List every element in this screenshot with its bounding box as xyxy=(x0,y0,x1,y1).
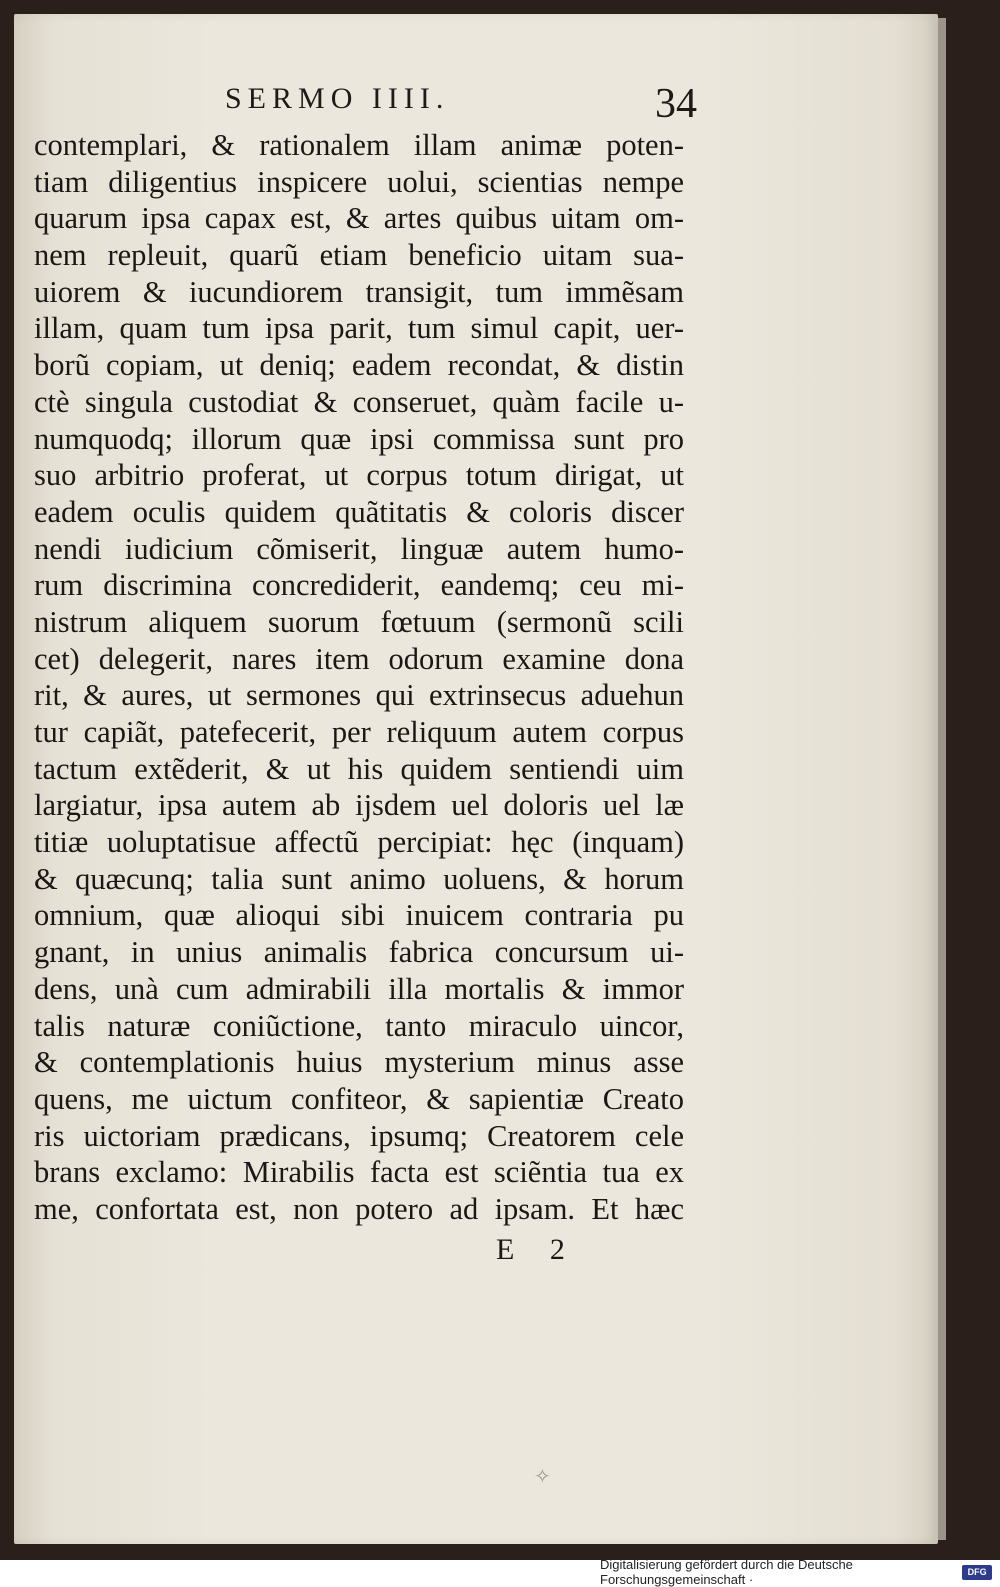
text-line: eadem oculis quidem quãtitatis & coloris discer xyxy=(34,494,684,529)
text-line: ris uictoriam prædicans, ipsumq; Creatorem cele xyxy=(34,1118,684,1153)
signature-mark: E 2 xyxy=(496,1233,579,1266)
text-line: nendi iudicium cõmiserit, linguæ autem humo- xyxy=(34,531,684,566)
page-number: 34 xyxy=(655,81,697,127)
text-line: largiatur, ipsa autem ab ijsdem uel doloris uel læ xyxy=(34,788,684,823)
text-line: nistrum aliquem suorum fœtuum (sermonũ scili xyxy=(34,604,684,639)
running-head: SERMO IIII. xyxy=(225,82,450,115)
text-line: contemplari, & rationalem illam animæ poten- xyxy=(34,128,684,162)
text-line: nem repleuit, quarũ etiam beneficio uitam sua- xyxy=(34,238,684,273)
text-line: tiam diligentius inspicere uolui, scientias nempe xyxy=(34,164,684,199)
text-line: tactum extẽderit, & ut his quidem sentiendi uim xyxy=(34,751,684,786)
text-line: rum discrimina concrediderit, eandemq; ceu mi- xyxy=(34,568,684,603)
text-line: uiorem & iucundiorem transigit, tum immẽsam xyxy=(34,274,684,309)
dfg-logo-icon: DFG xyxy=(962,1565,992,1580)
page-edge xyxy=(938,18,946,1540)
text-line: cet) delegerit, nares item odorum examine dona xyxy=(34,641,684,676)
text-line: numquodq; illorum quæ ipsi commissa sunt pro xyxy=(34,421,684,456)
text-line: dens, unà cum admirabili illa mortalis & immor xyxy=(34,971,684,1006)
text-block xyxy=(34,127,684,1228)
text-line: & contemplationis huius mysterium minus asse xyxy=(34,1045,684,1080)
ink-smudge-icon: ✧ xyxy=(534,1464,551,1488)
text-line: rit, & aures, ut sermones qui extrinsecus aduehun xyxy=(34,678,684,713)
text-line: talis naturæ coniũctione, tanto miraculo uincor, xyxy=(34,1008,684,1043)
text-line: & quæcunq; talia sunt animo uoluens, & horum xyxy=(34,861,684,896)
text-line: illam, quam tum ipsa parit, tum simul capit, uer- xyxy=(34,311,684,346)
text-line: ctè singula custodiat & conseruet, quàm facile u- xyxy=(34,384,684,419)
text-line: gnant, in unius animalis fabrica concursum ui- xyxy=(34,935,684,970)
text-line: me, confortata est, non potero ad ipsam. Et hæc xyxy=(34,1191,684,1226)
digitization-footer xyxy=(600,1557,992,1587)
text-line: titiæ uoluptatisue affectũ percipiat: hęc (inquam) xyxy=(34,825,684,860)
text-line: borũ copiam, ut deniq; eadem recondat, & distin xyxy=(34,348,684,383)
text-line: tur capiãt, patefecerit, per reliquum autem corpus xyxy=(34,715,684,749)
text-line: suo arbitrio proferat, ut corpus totum dirigat, ut xyxy=(34,458,684,493)
text-line: omnium, quæ alioqui sibi inuicem contraria pu xyxy=(34,898,684,933)
footer-credit: Digitalisierung gefördert durch die Deutsche Forschungsgemeinschaft · xyxy=(600,1557,853,1587)
text-line: quens, me uictum confiteor, & sapientiæ Creato xyxy=(34,1081,684,1116)
text-line: quarum ipsa capax est, & artes quibus uitam om- xyxy=(34,201,684,236)
text-line: brans exclamo: Mirabilis facta est sciẽntia tua ex xyxy=(34,1155,684,1190)
